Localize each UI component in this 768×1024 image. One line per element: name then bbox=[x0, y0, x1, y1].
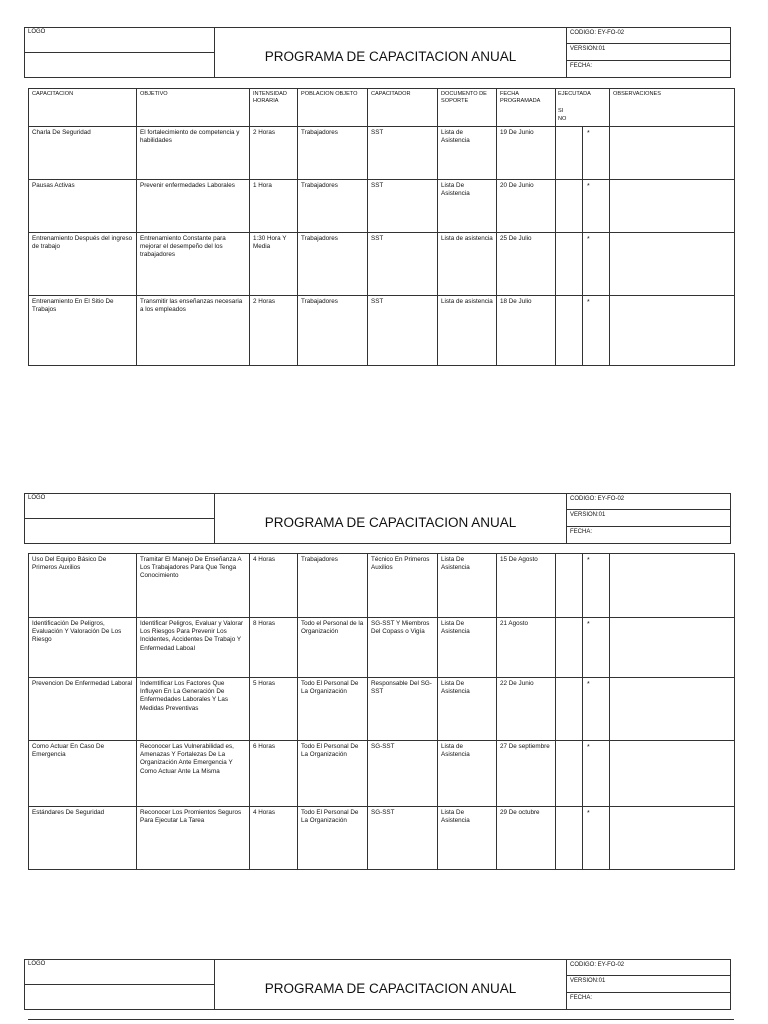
observaciones-cell bbox=[610, 127, 735, 180]
fecha-cell: 22 De Junio bbox=[497, 678, 556, 741]
col-objetivo: OBJETIVO bbox=[137, 89, 250, 127]
objetivo-cell: Tramitar El Manejo De Enseñanza A Los Trabajadores Para Que Tenga Conocimiento bbox=[137, 554, 250, 618]
objetivo-cell: Transmitir las enseñanzas necesaria a los empleados bbox=[137, 296, 250, 366]
doc-meta bbox=[567, 494, 730, 543]
observaciones-cell bbox=[610, 554, 735, 618]
fecha-cell: 15 De Agosto bbox=[497, 554, 556, 618]
no-cell: * bbox=[583, 180, 610, 233]
no-cell: * bbox=[583, 127, 610, 180]
intensidad-cell: 5 Horas bbox=[250, 678, 298, 741]
intensidad-cell: 2 Horas bbox=[250, 127, 298, 180]
page-title: PROGRAMA DE CAPACITACION ANUAL bbox=[215, 28, 567, 77]
documento-cell: Lista De Asistencia bbox=[438, 554, 497, 618]
no-label: NO bbox=[558, 115, 567, 122]
documento-cell: Lista De Asistencia bbox=[438, 618, 497, 678]
table-row bbox=[29, 180, 735, 233]
observaciones-cell bbox=[610, 180, 735, 233]
capacitador-cell: SG-SST bbox=[368, 741, 438, 807]
intensidad-cell: 4 Horas bbox=[250, 554, 298, 618]
poblacion-cell: Trabajadores bbox=[298, 180, 368, 233]
documento-cell: Lista De Asistencia bbox=[438, 678, 497, 741]
version-label: VERSION:01 bbox=[567, 44, 730, 60]
intensidad-cell: 4 Horas bbox=[250, 807, 298, 870]
fecha-cell: 20 De Junio bbox=[497, 180, 556, 233]
col-documento: DOCUMENTO DE SOPORTE bbox=[438, 89, 497, 127]
intensidad-cell: 1:30 Hora Y Media bbox=[250, 233, 298, 296]
no-cell: * bbox=[583, 678, 610, 741]
no-cell: * bbox=[583, 741, 610, 807]
col-capacitador: CAPACITADOR bbox=[368, 89, 438, 127]
fecha-label: FECHA: bbox=[570, 994, 593, 1001]
capacitador-cell: SG-SST bbox=[368, 807, 438, 870]
fecha-cell: 29 De octubre bbox=[497, 807, 556, 870]
fecha-cell: 21 Agosto bbox=[497, 618, 556, 678]
poblacion-cell: Trabajadores bbox=[298, 233, 368, 296]
no-cell: * bbox=[583, 554, 610, 618]
objetivo-cell: Indemtificar Los Factores Que Influyen En La Generación De Enfermedades Laborales Y Las Medidas Preventivas bbox=[137, 678, 250, 741]
objetivo-cell: Prevenir enfermedades Laborales bbox=[137, 180, 250, 233]
si-cell bbox=[556, 180, 583, 233]
si-cell bbox=[556, 618, 583, 678]
table-row bbox=[29, 618, 735, 678]
fecha-cell: 25 De Julio bbox=[497, 233, 556, 296]
capacitador-cell: Responsable Del SG-SST bbox=[368, 678, 438, 741]
documento-cell: Lista De Asistencia bbox=[438, 180, 497, 233]
capacitacion-cell: Pausas Activas bbox=[29, 180, 137, 233]
fecha-cell: 27 De septiembre bbox=[497, 741, 556, 807]
no-cell: * bbox=[583, 618, 610, 678]
poblacion-cell: Trabajadores bbox=[298, 554, 368, 618]
capacitacion-cell: Identificación De Peligros, Evaluación Y Valoración De Los Riesgo bbox=[29, 618, 137, 678]
observaciones-cell bbox=[610, 678, 735, 741]
table-row bbox=[29, 678, 735, 741]
logo-cell: LOGO bbox=[25, 494, 215, 543]
intensidad-cell: 1 Hora bbox=[250, 180, 298, 233]
si-cell bbox=[556, 678, 583, 741]
col-fecha: FECHA PROGRAMADA bbox=[497, 89, 556, 127]
fecha-label: FECHA: bbox=[570, 528, 593, 535]
codigo-label: CODIGO: EY-FO-02 bbox=[567, 28, 730, 44]
si-cell bbox=[556, 233, 583, 296]
header-block-1 bbox=[24, 27, 731, 78]
si-cell bbox=[556, 554, 583, 618]
col-poblacion: POBLACION OBJETO bbox=[298, 89, 368, 127]
fecha-cell: 19 De Junio bbox=[497, 127, 556, 180]
capacitacion-cell: Prevencion De Enfermedad Laboral bbox=[29, 678, 137, 741]
si-cell bbox=[556, 296, 583, 366]
poblacion-cell: Todo El Personal De La Organización bbox=[298, 741, 368, 807]
codigo-label: CODIGO: EY-FO-02 bbox=[567, 960, 730, 976]
capacitacion-cell: Entrenamiento En El Sitio De Trabajos bbox=[29, 296, 137, 366]
codigo-label: CODIGO: EY-FO-02 bbox=[567, 494, 730, 510]
objetivo-cell: Reconocer Los Promientos Seguros Para Ejecutar La Tarea bbox=[137, 807, 250, 870]
poblacion-cell: Todo El Personal De La Organización bbox=[298, 678, 368, 741]
observaciones-cell bbox=[610, 233, 735, 296]
si-cell bbox=[556, 127, 583, 180]
col-capacitacion: CAPACITACION bbox=[29, 89, 137, 127]
fecha-cell: 18 De Julio bbox=[497, 296, 556, 366]
objetivo-cell: Reconocer Las Vulnerabilidad es, Amenazas Y Fortalezas De La Organización Ante Emergencia Y Como Actuar Ante La Misma bbox=[137, 741, 250, 807]
capacitacion-cell: Como Actuar En Caso De Emergencia bbox=[29, 741, 137, 807]
table-row bbox=[29, 741, 735, 807]
doc-meta bbox=[567, 960, 730, 1009]
capacitador-cell: SST bbox=[368, 180, 438, 233]
version-label: VERSION:01 bbox=[567, 976, 730, 992]
capacitacion-cell: Entrenamiento Después del ingreso de trabajo bbox=[29, 233, 137, 296]
objetivo-cell: El fortalecimiento de competencia y habilidades bbox=[137, 127, 250, 180]
si-cell bbox=[556, 807, 583, 870]
header-block-3 bbox=[24, 959, 731, 1010]
capacitacion-cell: Charla De Seguridad bbox=[29, 127, 137, 180]
capacitador-cell: SST bbox=[368, 233, 438, 296]
fecha-label: FECHA: bbox=[570, 62, 593, 69]
documento-cell: Lista de Asistencia bbox=[438, 127, 497, 180]
intensidad-cell: 2 Horas bbox=[250, 296, 298, 366]
column-headers bbox=[29, 89, 735, 127]
capacitacion-cell: Estándares De Seguridad bbox=[29, 807, 137, 870]
logo-cell: LOGO bbox=[25, 28, 215, 77]
header-block-2 bbox=[24, 493, 731, 544]
page-title: PROGRAMA DE CAPACITACION ANUAL bbox=[215, 494, 567, 543]
documento-cell: Lista de asistencia bbox=[438, 233, 497, 296]
si-label: SI bbox=[558, 108, 564, 115]
table-row bbox=[29, 554, 735, 618]
documento-cell: Lista de asistencia bbox=[438, 296, 497, 366]
no-cell: * bbox=[583, 807, 610, 870]
poblacion-cell: Trabajadores bbox=[298, 296, 368, 366]
poblacion-cell: Trabajadores bbox=[298, 127, 368, 180]
capacitador-cell: SG-SST Y Miembros Del Copass o Vigía bbox=[368, 618, 438, 678]
observaciones-cell bbox=[610, 618, 735, 678]
col-observaciones: OBSERVACIONES bbox=[610, 89, 735, 127]
poblacion-cell: Todo el Personal de la Organización bbox=[298, 618, 368, 678]
ejecutada-label: EJECUTADA bbox=[558, 91, 591, 97]
page-title: PROGRAMA DE CAPACITACION ANUAL bbox=[215, 960, 567, 1009]
table-row bbox=[29, 127, 735, 180]
observaciones-cell bbox=[610, 741, 735, 807]
observaciones-cell bbox=[610, 296, 735, 366]
objetivo-cell: Identificar Peligros, Evaluar y Valorar Los Riesgos Para Prevenir Los Incidentes, Accidentes De Trabajo Y Enfermedad Laboal bbox=[137, 618, 250, 678]
col-intensidad: INTENSIDAD HORARIA bbox=[250, 89, 298, 127]
observaciones-cell bbox=[610, 807, 735, 870]
capacitador-cell: Técnico En Primeros Auxilios bbox=[368, 554, 438, 618]
training-table-1 bbox=[28, 88, 735, 366]
next-table-edge bbox=[28, 1019, 734, 1020]
intensidad-cell: 6 Horas bbox=[250, 741, 298, 807]
table-row bbox=[29, 807, 735, 870]
logo-cell: LOGO bbox=[25, 960, 215, 1009]
poblacion-cell: Todo El Personal De La Organización bbox=[298, 807, 368, 870]
documento-cell: Lista de Asistencia bbox=[438, 741, 497, 807]
capacitacion-cell: Uso Del Equipo Básico De Primeros Auxilios bbox=[29, 554, 137, 618]
no-cell: * bbox=[583, 233, 610, 296]
table-row bbox=[29, 233, 735, 296]
capacitador-cell: SST bbox=[368, 127, 438, 180]
capacitador-cell: SST bbox=[368, 296, 438, 366]
documento-cell: Lista De Asistencia bbox=[438, 807, 497, 870]
intensidad-cell: 8 Horas bbox=[250, 618, 298, 678]
table-row bbox=[29, 296, 735, 366]
objetivo-cell: Entrenamiento Constante para mejorar el desempeño del los trabajadores bbox=[137, 233, 250, 296]
doc-meta bbox=[567, 28, 730, 77]
version-label: VERSION:01 bbox=[567, 510, 730, 526]
training-table-2 bbox=[28, 553, 735, 870]
no-cell: * bbox=[583, 296, 610, 366]
si-cell bbox=[556, 741, 583, 807]
col-ejecutada bbox=[556, 89, 610, 127]
